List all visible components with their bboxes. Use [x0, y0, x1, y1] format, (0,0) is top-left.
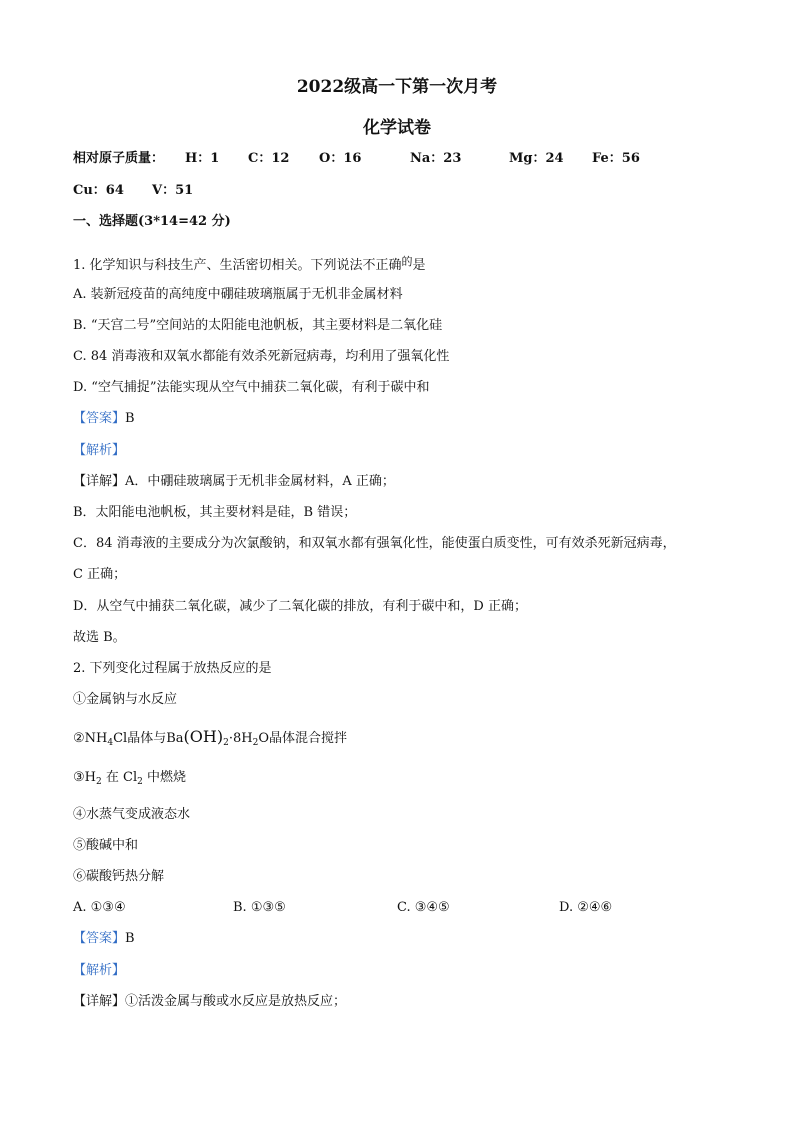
- detail-tag: 【详解】: [73, 474, 126, 489]
- q2-analysis-tag: 【解析】: [73, 963, 126, 978]
- q2-item-5: ⑤酸碱中和: [73, 838, 139, 853]
- q1-conclusion: 故选 B。: [73, 630, 126, 645]
- exam-subtitle: 化学试卷: [363, 118, 431, 138]
- q1-option-c: C. 84 消毒液和双氧水都能有效杀死新冠病毒，均利用了强氧化性: [73, 349, 450, 364]
- q1-option-d: D. “空气捕捉”法能实现从空气中捕获二氧化碳，有利于碳中和: [73, 380, 430, 395]
- q2-stem: 2. 下列变化过程属于放热反应的是: [73, 661, 272, 676]
- q1-detail-a: 【详解】A．中硼硅玻璃属于无机非金属材料，A 正确；: [73, 474, 395, 489]
- q1-answer: [73, 410, 135, 428]
- q2-answer: [73, 930, 135, 948]
- mass-cu: Cu：64: [73, 183, 124, 198]
- q1-stem: 1. 化学知识与科技生产、生活密切相关。下列说法不正确的是: [73, 255, 426, 273]
- mass-mg: Mg：24: [509, 151, 564, 166]
- detail-tag: 【详解】: [73, 994, 126, 1009]
- q2-item-6: ⑥碳酸钙热分解: [73, 869, 165, 884]
- atomic-mass-label: 相对原子质量：: [73, 151, 165, 166]
- q2-option-b: B. ①③⑤: [233, 900, 286, 915]
- q1-detail-d: D．从空气中捕获二氧化碳，减少了二氧化碳的排放，有利于碳中和，D 正确；: [73, 599, 527, 614]
- q1-option-b: B. “天宫二号”空间站的太阳能电池帆板，其主要材料是二氧化硅: [73, 318, 443, 333]
- exam-title: 2022级高一下第一次月考: [296, 77, 498, 97]
- q1-analysis-tag: 【解析】: [73, 443, 126, 458]
- q1-option-a: A. 装新冠疫苗的高纯度中硼硅玻璃瓶属于无机非金属材料: [73, 287, 403, 302]
- mass-na: Na：23: [410, 151, 462, 166]
- q2-item-4: ④水蒸气变成液态水: [73, 807, 191, 822]
- mass-o: O：16: [319, 151, 362, 166]
- atomic-mass-row-1: [73, 150, 773, 168]
- mass-fe: Fe：56: [592, 151, 640, 166]
- section-heading: 一、选择题(3*14=42 分): [73, 214, 231, 229]
- answer-value: B: [125, 931, 135, 946]
- mass-v: V：51: [152, 183, 194, 198]
- answer-value: B: [125, 411, 135, 426]
- q2-item-1: ①金属钠与水反应: [73, 692, 178, 707]
- mass-c: C：12: [248, 151, 290, 166]
- q1-detail-c-cont: C 正确；: [73, 567, 127, 582]
- q2-option-c: C. ③④⑤: [397, 900, 450, 915]
- answer-tag: 【答案】: [73, 931, 126, 946]
- q2-item-2: $②NH_4Cl$晶体与$Ba(OH)_2\cdot 8H_2O$晶体混合搅拌: [73, 727, 348, 748]
- mass-h: H：1: [185, 151, 220, 166]
- q2-options: [73, 899, 723, 917]
- q1-detail-b: B．太阳能电池帆板，其主要材料是硅，B 错误；: [73, 505, 357, 520]
- atomic-mass-row-2: [73, 182, 373, 200]
- answer-tag: 【答案】: [73, 411, 126, 426]
- q2-option-d: D. ②④⑥: [559, 900, 613, 915]
- q2-item-3: $③H_2$ 在 $Cl_2$ 中燃烧: [73, 770, 186, 787]
- q2-detail: 【详解】①活泼金属与酸或水反应是放热反应；: [73, 994, 347, 1009]
- q1-detail-c: C．84 消毒液的主要成分为次氯酸钠，和双氧水都有强氧化性，能使蛋白质变性，可有效杀死新冠病毒，: [73, 536, 676, 551]
- q2-option-a: A. ①③④: [73, 900, 126, 915]
